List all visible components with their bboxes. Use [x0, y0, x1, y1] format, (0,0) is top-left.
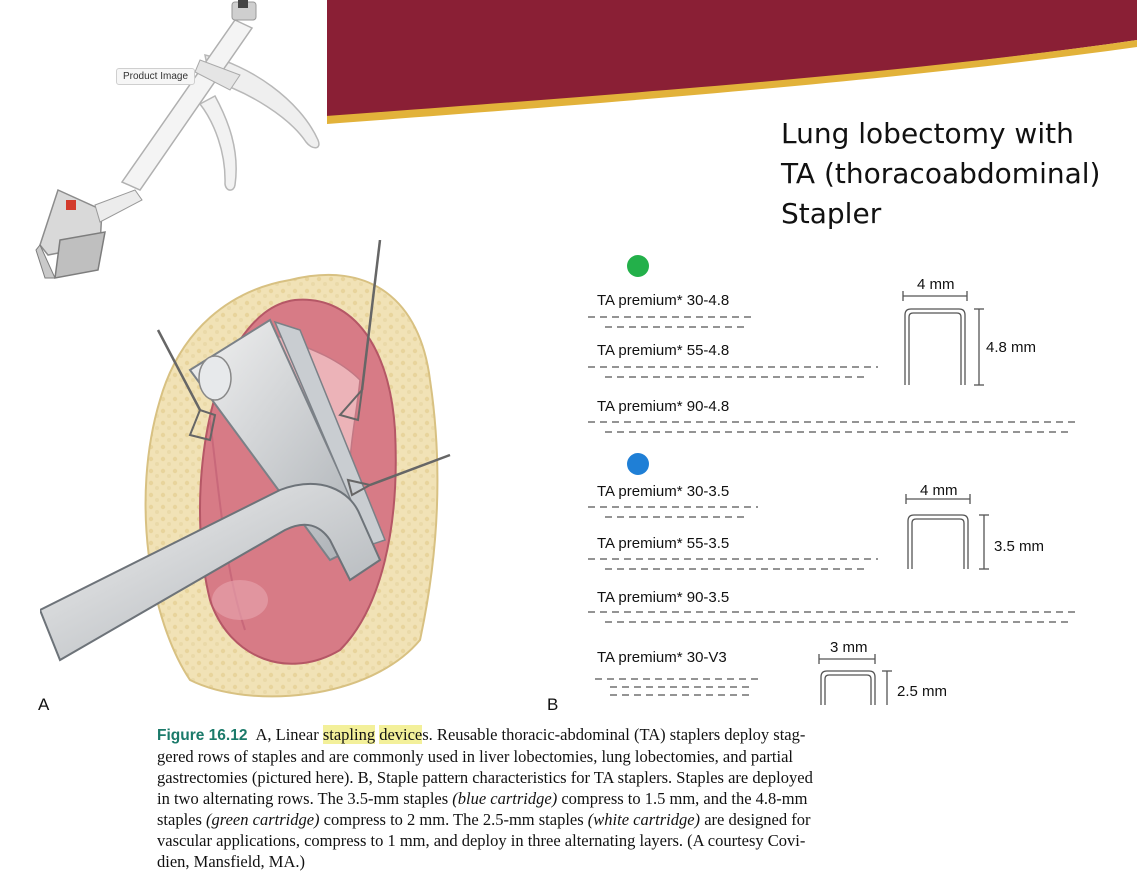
figure-label: Figure 16.12 [157, 727, 248, 744]
caption-text: are designed for [700, 810, 811, 829]
staple-width-label: 3 mm [830, 639, 868, 656]
figure-caption [157, 724, 1017, 872]
surgical-illustration [40, 240, 540, 710]
staple-icon-3-5mm [906, 494, 989, 569]
product-image-tooltip: Product Image [116, 68, 195, 85]
title-line-1: Lung lobectomy with [781, 117, 1074, 150]
staple-icon-2-5mm [819, 654, 892, 705]
caption-italic: (white cartridge) [587, 810, 701, 829]
caption-text: compress to 1.5 mm, and the 4.8-mm [557, 789, 808, 808]
caption-text: A, Linear [255, 725, 323, 744]
stapler-label: TA premium* 30-V3 [597, 649, 727, 666]
caption-text: compress to 2 mm. The 2.5-mm staples [319, 810, 588, 829]
blue-cartridge-dot [627, 453, 649, 475]
stapler-label: TA premium* 55-3.5 [597, 535, 730, 552]
panel-label-a: A [38, 695, 50, 714]
stapler-label: TA premium* 30-3.5 [597, 483, 730, 500]
caption-line: dien, Mansfield, MA.) [157, 852, 306, 871]
slide-title [781, 114, 1121, 234]
staple-width-label: 4 mm [920, 482, 958, 499]
staple-icon-4-8mm [903, 291, 984, 385]
staple-height-label: 2.5 mm [897, 683, 948, 700]
staple-height-label: 3.5 mm [994, 538, 1045, 555]
title-line-3: Stapler [781, 197, 882, 230]
caption-line: gastrectomies (pictured here). B, Staple pattern characteristics for TA staplers. Staples are deployed [157, 768, 813, 787]
caption-italic: (blue cartridge) [452, 789, 558, 808]
staple-pattern-diagram [560, 245, 1137, 705]
stapler-label: TA premium* 30-4.8 [597, 292, 730, 309]
highlighted-word: stapling [322, 725, 376, 744]
caption-line: vascular applications, compress to 1 mm, and deploy in three alternating layers. (A courtesy Covi- [157, 831, 806, 850]
green-cartridge-dot [627, 255, 649, 277]
caption-text: staples [157, 810, 207, 829]
staple-height-label: 4.8 mm [986, 339, 1037, 356]
staple-width-label: 4 mm [917, 276, 955, 293]
highlighted-word: device [379, 725, 423, 744]
caption-italic: (green cartridge) [206, 810, 320, 829]
caption-text: in two alternating rows. The 3.5-mm staples [157, 789, 453, 808]
title-line-2: TA (thoracoabdominal) [781, 157, 1101, 190]
stapler-label: TA premium* 90-4.8 [597, 398, 730, 415]
stapler-label: TA premium* 55-4.8 [597, 342, 730, 359]
stapler-label: TA premium* 90-3.5 [597, 589, 730, 606]
caption-line: gered rows of staples and are commonly used in liver lobectomies, lung lobectomies, and partial [157, 747, 793, 766]
panel-label-b: B [547, 695, 559, 714]
caption-text: s. Reusable thoracic-abdominal (TA) staplers deploy stag- [422, 725, 806, 744]
